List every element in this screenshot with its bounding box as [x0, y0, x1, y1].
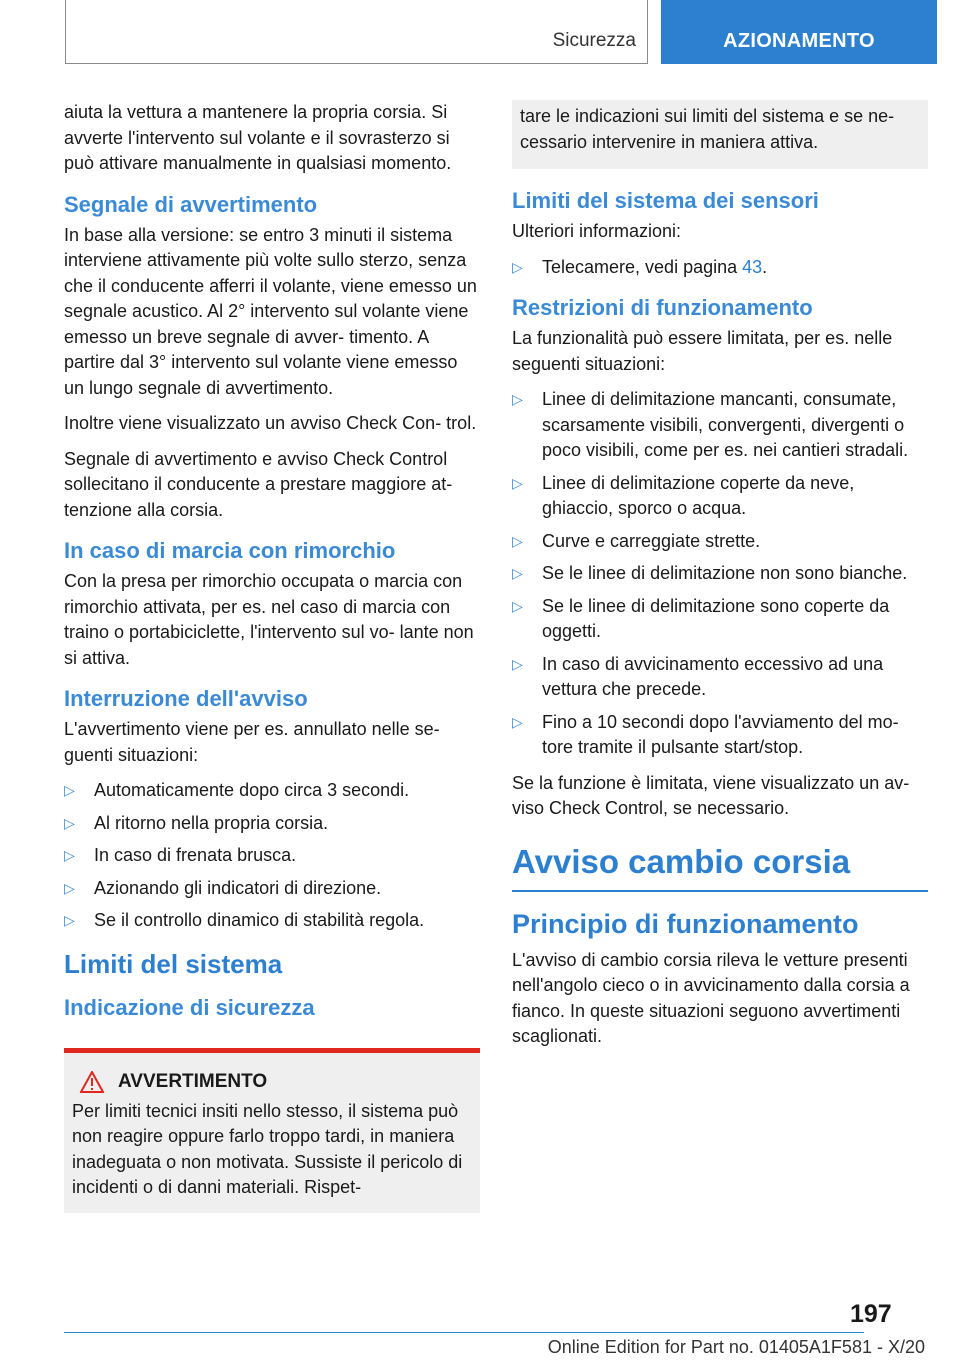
list-item: ▷ In caso di frenata brusca. [64, 843, 480, 869]
segnale-paragraph-1: In base alla versione: se entro 3 minuti il sistema interviene attivamente più volte sullo sterzo, senza che il conducente afferri il volante, viene emesso un segnale acustico. Al 2° intervento sul volante viene emesso un breve segnale di avver- timento. A partire dal 3° intervento sul volante viene emesso un lungo segnale di avvertimento. [64, 224, 477, 398]
warning-box [64, 1048, 480, 1213]
page-reference-link[interactable]: 43 [742, 256, 763, 277]
principio-paragraph: L'avviso di cambio corsia rileva le vetture presenti nell'angolo cieco o in avvicinamento dalla corsia a fianco. In queste situazioni seguono avvertimenti scaglionati. [512, 949, 910, 1046]
restrizioni-paragraph: La funzionalità può essere limitata, per es. nelle seguenti situazioni: [512, 328, 893, 374]
triangle-bullet-icon: ▷ [512, 565, 523, 581]
limitata-paragraph: Se la funzione è limitata, viene visualizzato un av- viso Check Control, se necessario. [512, 772, 910, 818]
left-column [64, 100, 480, 1213]
list-item: ▷ Curve e carreggiate strette. [512, 529, 928, 555]
triangle-bullet-icon: ▷ [512, 258, 523, 275]
warning-text: Per limiti tecnici insiti nello stesso, il sistema può non reagire oppure farlo troppo tardi, in maniera inadeguata o non motivata. Sussiste il pericolo di incidenti o di danni materiali. Rispet- [72, 1100, 463, 1197]
rimorchio-paragraph: Con la presa per rimorchio occupata o marcia con rimorchio attivata, per es. nel caso di marcia con traino o portabiciclette, l'intervento sul vo- lante non si attiva. [64, 571, 474, 668]
triangle-bullet-icon: ▷ [64, 879, 75, 896]
list-item: ▷ Se le linee di delimitazione sono coperte da oggetti. [512, 595, 890, 641]
list-item: ▷ Linee di delimitazione mancanti, consumate, scarsamente visibili, convergenti, divergenti o poco visibili, come per es. nei cantieri stradali. [512, 389, 909, 460]
heading-principio: Principio di funzionamento [512, 908, 859, 939]
heading-indicazione: Indicazione di sicurezza [64, 994, 315, 1020]
footer-divider [64, 1332, 864, 1333]
triangle-bullet-icon: ▷ [64, 782, 75, 798]
list-item: ▷ Linee di delimitazione coperte da neve, ghiaccio, sporco o acqua. [512, 472, 855, 518]
triangle-bullet-icon: ▷ [512, 532, 523, 549]
list-item: ▷ In caso di avvicinamento eccessivo ad una vettura che precede. [512, 653, 884, 699]
triangle-bullet-icon: ▷ [64, 814, 75, 831]
heading-limiti: Limiti del sistema [64, 948, 283, 979]
restrizioni-list [512, 387, 928, 761]
intro-paragraph: aiuta la vettura a mantenere la propria corsia. Si avverte l'intervento sul volante e il sovrasterzo si può attivare manualmente in qualsiasi momento. [64, 102, 452, 173]
page-number: 197 [850, 1300, 892, 1328]
sensori-list [512, 255, 928, 281]
footer-edition: Online Edition for Part no. 01405A1F581 - X/20 [547, 1337, 925, 1357]
warning-title: AVVERTIMENTO [72, 1071, 472, 1093]
list-item: ▷ Se le linee di delimitazione non sono bianche. [512, 561, 928, 587]
triangle-bullet-icon: ▷ [64, 847, 75, 863]
triangle-bullet-icon: ▷ [512, 655, 523, 672]
segnale-paragraph-3: Segnale di avvertimento e avviso Check Control sollecitano il conducente a prestare maggiore at- tenzione alla corsia. [64, 448, 453, 520]
right-column [512, 100, 928, 1060]
sensori-paragraph: Ulteriori informazioni: [512, 221, 682, 241]
list-item: ▷ Automaticamente dopo circa 3 secondi. [64, 778, 480, 804]
heading-restrizioni: Restrizioni di funzionamento [512, 295, 813, 320]
warning-box-continued [512, 100, 928, 169]
interruzione-paragraph: L'avvertimento viene per es. annullato nelle se- guenti situazioni: [64, 719, 440, 765]
header-section-title: Sicurezza [552, 30, 636, 51]
triangle-bullet-icon: ▷ [512, 474, 523, 491]
list-item: ▷ Telecamere, vedi pagina 43. [512, 255, 928, 281]
heading-rimorchio: In caso di marcia con rimorchio [64, 538, 396, 563]
list-item: ▷ Azionando gli indicatori di direzione. [64, 876, 480, 902]
triangle-bullet-icon: ▷ [512, 597, 523, 614]
heading-sensori: Limiti del sistema dei sensori [512, 188, 819, 213]
triangle-bullet-icon: ▷ [512, 391, 523, 407]
triangle-bullet-icon: ▷ [64, 912, 75, 928]
warning-triangle-icon [80, 1071, 104, 1093]
header-chapter-tab: AZIONAMENTO [661, 0, 937, 64]
heading-avviso-cambio-corsia: Avviso cambio corsia [512, 842, 928, 892]
segnale-paragraph-2: Inoltre viene visualizzato un avviso Check Con- trol. [64, 413, 477, 433]
interruzione-list [64, 778, 480, 934]
list-item: ▷ Al ritorno nella propria corsia. [64, 811, 480, 837]
list-item: ▷ Se il controllo dinamico di stabilità regola. [64, 908, 480, 934]
heading-interruzione: Interruzione dell'avviso [64, 686, 308, 711]
heading-segnale: Segnale di avvertimento [64, 191, 318, 217]
triangle-bullet-icon: ▷ [512, 713, 523, 730]
list-item: ▷ Fino a 10 secondi dopo l'avviamento del mo- tore tramite il pulsante start/stop. [512, 711, 899, 757]
warning-continued-text: tare le indicazioni sui limiti del sistema e se ne- cessario intervenire in maniera attiva. [520, 106, 895, 152]
